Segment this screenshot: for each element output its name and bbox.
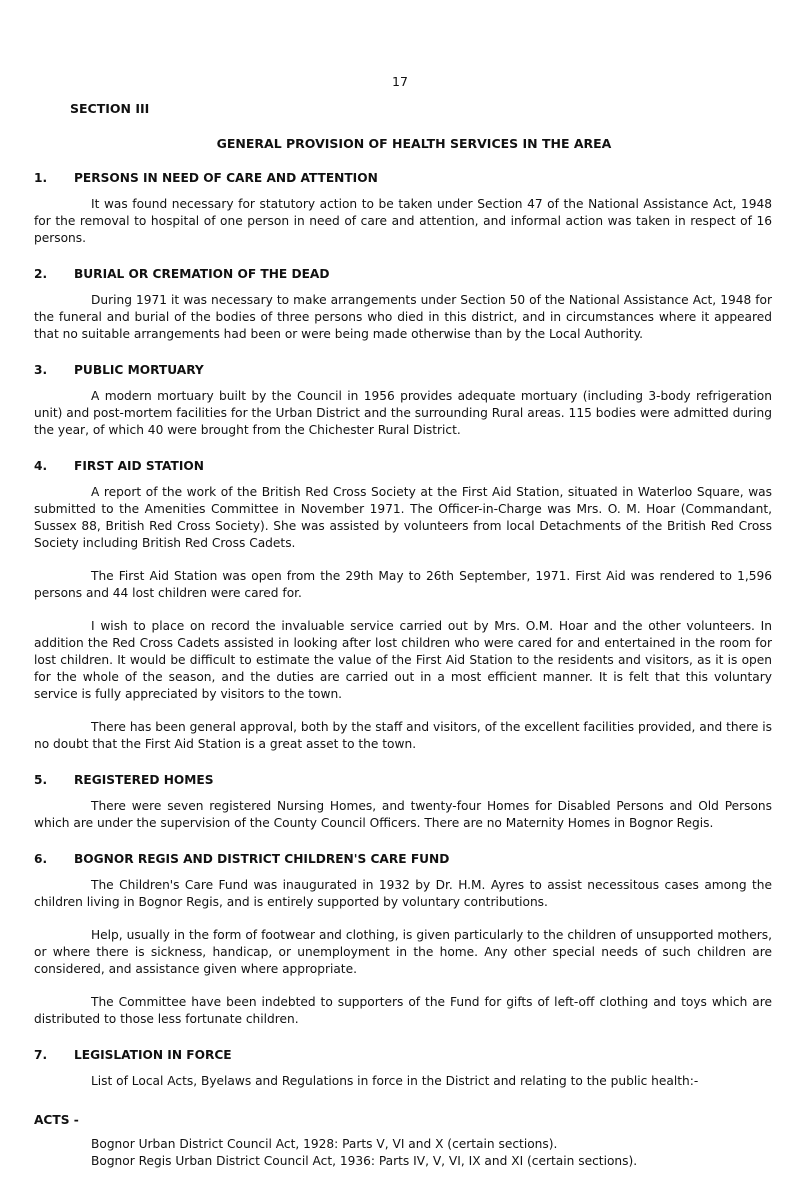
legislation-intro: List of Local Acts, Byelaws and Regulations in force in the District and relating to the public health:- — [91, 1074, 699, 1088]
acts-list — [34, 1136, 772, 1170]
section-5 — [34, 772, 772, 832]
section-paragraph: It was found necessary for statutory action to be taken under Section 47 of the National Assistance Act, 1948 for the removal to hospital of one person in need of care and attention, and informal action was taken in respect of 16 persons. — [34, 197, 772, 245]
section-heading — [34, 170, 772, 187]
section-heading — [34, 458, 772, 475]
section-paragraph: Help, usually in the form of footwear and clothing, is given particularly to the children of unsupported mothers, or where there is sickness, handicap, or unemployment in the home. Any other special needs of such children are considered, and assistance given where appropriate. — [34, 928, 772, 976]
section-heading-text: BURIAL OR CREMATION OF THE DEAD — [74, 267, 330, 281]
section-number: 2. — [34, 267, 48, 281]
section-number: 6. — [34, 852, 48, 866]
section-paragraph: The Committee have been indebted to supporters of the Fund for gifts of left-off clothing and toys which are distributed to those less fortunate children. — [34, 995, 772, 1026]
acts-label: ACTS - — [34, 1113, 79, 1127]
legislation-section — [34, 1047, 772, 1170]
section-heading-text: BOGNOR REGIS AND DISTRICT CHILDREN'S CARE FUND — [74, 852, 450, 866]
section-heading — [34, 772, 772, 789]
section-heading-text: LEGISLATION IN FORCE — [74, 1048, 232, 1062]
section-number: 7. — [34, 1048, 48, 1062]
section-paragraph: I wish to place on record the invaluable service carried out by Mrs. O.M. Hoar and the other volunteers. In addition the Red Cross Cadets assisted in looking after lost children who were cared for and entertained in the room for lost children. It would be difficult to estimate the value of the First Aid Station to the residents and visitors, as it is open for the whole of the season, and the duties are carried out in a most efficient manner. It is felt that this voluntary service is fully appreciated by visitors to the town. — [34, 619, 772, 701]
section-number: 4. — [34, 459, 48, 473]
section-paragraph: The First Aid Station was open from the 29th May to 26th September, 1971. First Aid was rendered to 1,596 persons and 44 lost children were cared for. — [34, 569, 772, 600]
section-paragraph: During 1971 it was necessary to make arrangements under Section 50 of the National Assistance Act, 1948 for the funeral and burial of the bodies of three persons who died in this district, and in circumstances where it appeared that no suitable arrangements had been or were being made otherwise than by the Local Authority. — [34, 293, 772, 341]
section-heading-text: PERSONS IN NEED OF CARE AND ATTENTION — [74, 171, 378, 185]
section-number: 5. — [34, 773, 48, 787]
section-heading-text: PUBLIC MORTUARY — [74, 363, 204, 377]
section-paragraph: The Children's Care Fund was inaugurated in 1932 by Dr. H.M. Ayres to assist necessitous cases among the children living in Bognor Regis, and is entirely supported by voluntary contributions. — [34, 878, 772, 909]
act-item: Bognor Regis Urban District Council Act, 1936: Parts IV, V, VI, IX and XI (certain sections). — [91, 1154, 638, 1168]
section-paragraph: A modern mortuary built by the Council in 1956 provides adequate mortuary (including 3-body refrigeration unit) and post-mortem facilities for the Urban District and the surrounding Rural areas. 115 bodies were admitted during the year, of which 40 were brought from the Chichester Rural District. — [34, 389, 772, 437]
act-item: Bognor Urban District Council Act, 1928: Parts V, VI and X (certain sections). — [91, 1137, 558, 1151]
sections-container — [34, 170, 772, 1028]
section-number: 1. — [34, 171, 48, 185]
section-1 — [34, 170, 772, 247]
page-title: GENERAL PROVISION OF HEALTH SERVICES IN THE AREA — [216, 136, 612, 151]
section-heading — [34, 851, 772, 868]
section-label: SECTION III — [70, 101, 150, 116]
section-2 — [34, 266, 772, 343]
section-6 — [34, 851, 772, 1028]
section-heading-text: FIRST AID STATION — [74, 459, 204, 473]
section-4 — [34, 458, 772, 753]
section-number: 3. — [34, 363, 48, 377]
section-paragraph: A report of the work of the British Red Cross Society at the First Aid Station, situated in Waterloo Square, was submitted to the Amenities Committee in November 1971. The Officer-in-Charge was Mrs. O. M. Hoar (Commandant, Sussex 88, British Red Cross Society). She was assisted by volunteers from local Detachments of the British Red Cross Society including British Red Cross Cadets. — [34, 485, 772, 550]
section-paragraph: There were seven registered Nursing Homes, and twenty-four Homes for Disabled Persons and Old Persons which are under the supervision of the County Council Officers. There are no Maternity Homes in Bognor Regis. — [34, 799, 772, 830]
section-paragraph: There has been general approval, both by the staff and visitors, of the excellent facilities provided, and there is no doubt that the First Aid Station is a great asset to the town. — [34, 720, 772, 751]
page-number: 17 — [392, 74, 408, 89]
section-heading — [34, 362, 772, 379]
section-3 — [34, 362, 772, 439]
document-body — [34, 170, 772, 1189]
section-heading — [34, 266, 772, 283]
section-heading-text: REGISTERED HOMES — [74, 773, 214, 787]
section-heading — [34, 1047, 772, 1064]
